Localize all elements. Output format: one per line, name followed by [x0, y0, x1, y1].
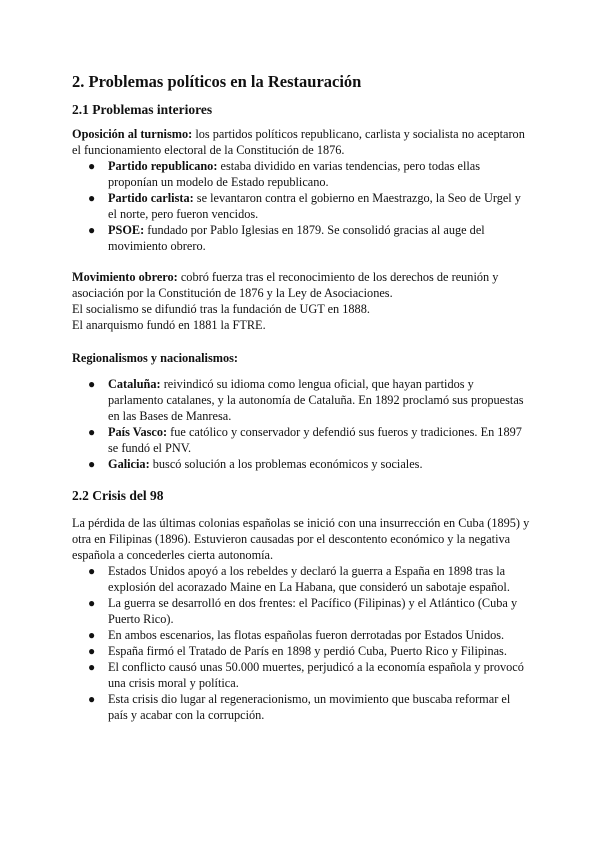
- paragraph-regionalismos: [72, 350, 532, 366]
- item-label: PSOE:: [108, 223, 145, 237]
- item-text: Estados Unidos apoyó a los rebeldes y declaró la guerra a España en 1898 tras la explosión del acorazado Maine en La Habana, que consideró un sabotaje español.: [108, 564, 510, 594]
- paragraph-movimiento: [72, 269, 532, 301]
- bullet-icon: ●: [88, 628, 96, 642]
- bullet-icon: ●: [88, 377, 96, 391]
- bullet-icon: ●: [88, 692, 96, 706]
- bullet-icon: ●: [88, 159, 96, 173]
- bullet-icon: ●: [88, 660, 96, 674]
- item-text: El conflicto causó unas 50.000 muertes, perjudicó a la economía española y provocó una crisis moral y política.: [108, 660, 524, 690]
- list-item: [72, 627, 532, 643]
- item-label: Galicia:: [108, 457, 150, 471]
- label-regionalismos: Regionalismos y nacionalismos:: [72, 351, 239, 365]
- item-label: Partido carlista:: [108, 191, 194, 205]
- section-heading-crisis: 2.2 Crisis del 98: [72, 488, 164, 503]
- bullet-icon: ●: [88, 457, 96, 471]
- paragraph-socialismo: El socialismo se difundió tras la fundación de UGT en 1888.: [72, 302, 370, 316]
- bullet-icon: ●: [88, 223, 96, 237]
- list-item: [72, 158, 532, 190]
- item-text: España firmó el Tratado de París en 1898 y perdió Cuba, Puerto Rico y Filipinas.: [108, 644, 507, 658]
- list-item: [72, 424, 532, 456]
- list-crisis: [72, 563, 532, 723]
- paragraph-crisis-intro: La pérdida de las últimas colonias españolas se inició con una insurrección en Cuba (1895) y otra en Filipinas (1896). Estuvieron causadas por el descontento económico y la negativa española a concederles cierta autonomía.: [72, 516, 530, 562]
- item-label: Partido republicano:: [108, 159, 218, 173]
- section-heading-interiores: 2.1 Problemas interiores: [72, 102, 213, 117]
- label-oposicion: Oposición al turnismo:: [72, 127, 193, 141]
- item-text: estaba dividido en varias tendencias, pero todas ellas proponían un modelo de Estado republicano.: [108, 159, 481, 189]
- item-text: Esta crisis dio lugar al regeneracionismo, un movimiento que buscaba reformar el país y acabar con la corrupción.: [108, 692, 511, 722]
- bullet-icon: ●: [88, 425, 96, 439]
- list-item: [72, 595, 532, 627]
- paragraph-anarquismo: El anarquismo fundó en 1881 la FTRE.: [72, 318, 266, 332]
- bullet-icon: ●: [88, 564, 96, 578]
- item-label: País Vasco:: [108, 425, 168, 439]
- bullet-icon: ●: [88, 191, 96, 205]
- movimiento-obrero-block: [72, 269, 532, 333]
- item-label: Cataluña:: [108, 377, 161, 391]
- item-text: En ambos escenarios, las flotas españolas fueron derrotadas por Estados Unidos.: [108, 628, 505, 642]
- paragraph-oposicion: [72, 126, 532, 158]
- item-text: buscó solución a los problemas económicos y sociales.: [149, 457, 423, 471]
- list-item: [72, 376, 532, 424]
- item-text: reivindicó su idioma como lengua oficial, que hayan partidos y parlamento catalanes, y la autonomía de Cataluña. En 1892 proclamó sus propuestas en las Bases de Manresa.: [108, 377, 524, 423]
- list-item: [72, 563, 532, 595]
- list-partidos: [72, 158, 532, 254]
- item-text: se levantaron contra el gobierno en Maestrazgo, la Seo de Urgel y el norte, pero fueron vencidos.: [108, 191, 521, 221]
- item-text: La guerra se desarrolló en dos frentes: el Pacífico (Filipinas) y el Atlántico (Cuba y Puerto Rico).: [108, 596, 518, 626]
- text-movimiento: cobró fuerza tras el reconocimiento de los derechos de reunión y asociación por la Constitución de 1876 y la Ley de Asociaciones.: [72, 270, 499, 300]
- list-item: [72, 456, 532, 472]
- list-item: [72, 643, 532, 659]
- item-text: fue católico y conservador y defendió sus fueros y tradiciones. En 1897 se fundó el PNV.: [108, 425, 522, 455]
- list-item: [72, 691, 532, 723]
- item-text: fundado por Pablo Iglesias en 1879. Se consolidó gracias al auge del movimiento obrero.: [108, 223, 485, 253]
- label-movimiento: Movimiento obrero:: [72, 270, 178, 284]
- list-regiones: [72, 376, 532, 472]
- list-item: [72, 222, 532, 254]
- bullet-icon: ●: [88, 644, 96, 658]
- list-item: [72, 190, 532, 222]
- document-title: 2. Problemas políticos en la Restauración: [72, 72, 362, 91]
- bullet-icon: ●: [88, 596, 96, 610]
- text-oposicion: los partidos políticos republicano, carlista y socialista no aceptaron el funcionamiento electoral de la Constitución de 1876.: [72, 127, 525, 157]
- list-item: [72, 659, 532, 691]
